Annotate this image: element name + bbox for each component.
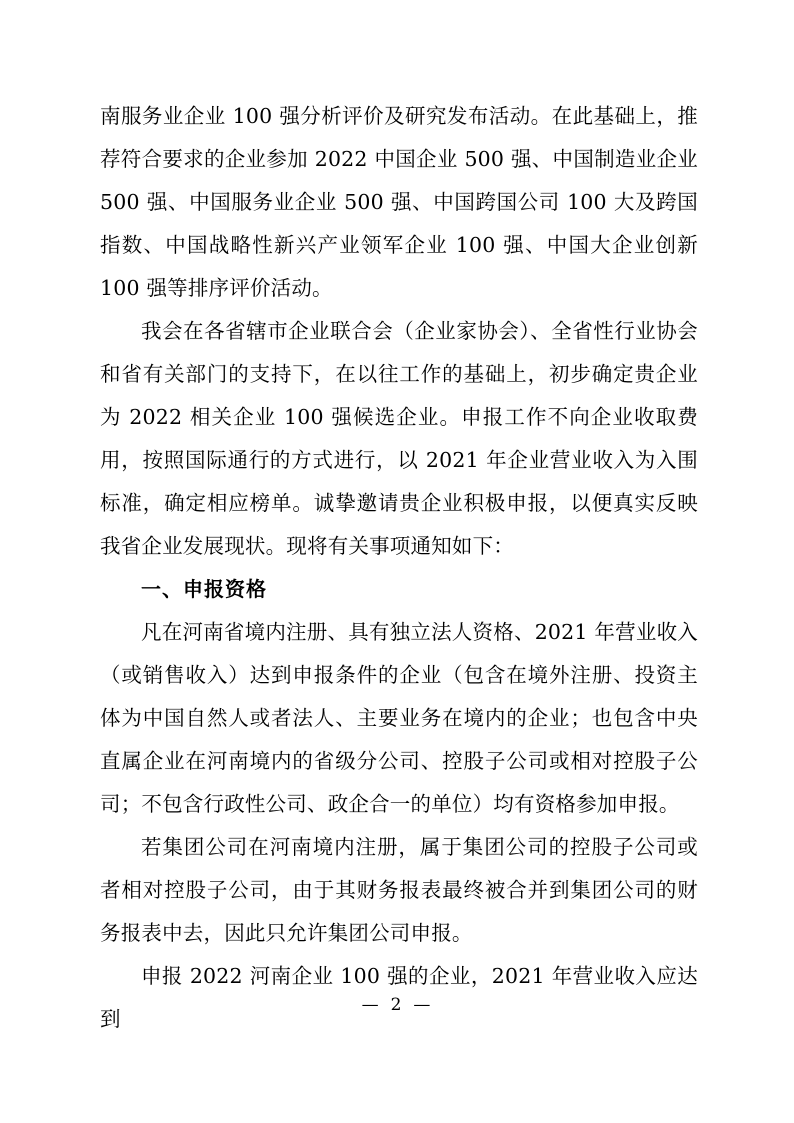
- paragraph-invitation: 我会在各省辖市企业联合会（企业家协会）、全省性行业协会和省有关部门的支持下，在以往工作的基础上，初步确定贵企业为 2022 相关企业 100 强候选企业。申报工作不向企业收取费用，按照国际通行的方式进行，以 2021 年企业营业收入为入围标准，确定相应榜单。诚挚邀请贵企业积极申报，以便真实反映我省企业发展现状。现将有关事项通知如下：: [100, 319, 698, 558]
- paragraph-revenue-threshold: 申报 2022 河南企业 100 强的企业，2021 年营业收入应达到: [100, 964, 698, 1031]
- paragraph-eligibility: 凡在河南省境内注册、具有独立法人资格、2021 年营业收入（或销售收入）达到申报条件的企业（包含在境外注册、投资主体为中国自然人或者法人、主要业务在境内的企业；也包含中央直属企业在河南境内的省级分公司、控股子公司或相对控股子公司；不包含行政性公司、政企合一的单位）均有资格参加申报。: [100, 620, 698, 816]
- paragraph-group-company: 若集团公司在河南境内注册，属于集团公司的控股子公司或者相对控股子公司，由于其财务报表最终被合并到集团公司的财务报表中去，因此只允许集团公司申报。: [100, 835, 698, 945]
- section-heading-qualification: 一、申报资格: [141, 577, 267, 601]
- document-body: [100, 95, 698, 1041]
- paragraph-continuation: 南服务业企业 100 强分析评价及研究发布活动。在此基础上，推荐符合要求的企业参加 2022 中国企业 500 强、中国制造业企业 500 强、中国服务业企业 500 强、中国跨国公司 100 大及跨国指数、中国战略性新兴产业领军企业 100 强、中国大企业创新 100 强等排序评价活动。: [100, 104, 698, 300]
- page-number: 2: [390, 995, 404, 1015]
- footer-dash-left: —: [361, 995, 381, 1015]
- page-footer: [0, 995, 794, 1015]
- footer-dash-right: —: [413, 995, 433, 1015]
